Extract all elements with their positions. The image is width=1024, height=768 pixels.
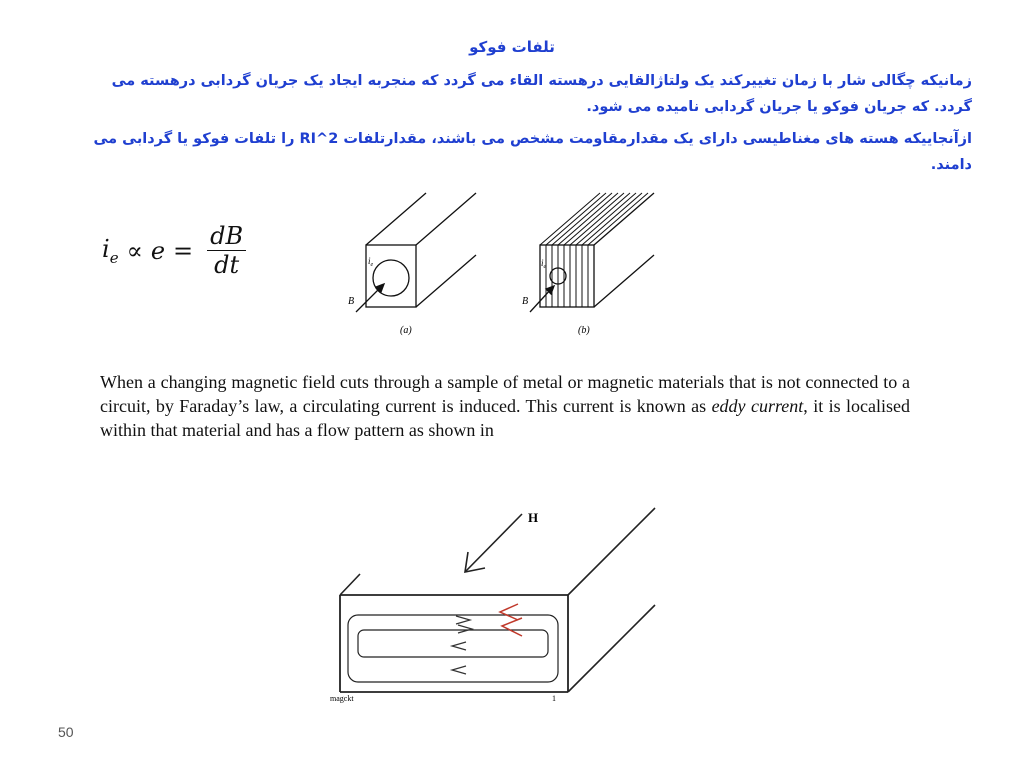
eddy-outer-loop xyxy=(348,615,558,682)
caption-right: 1 xyxy=(552,694,556,703)
label-H: H xyxy=(528,510,539,525)
formula-fraction xyxy=(207,222,246,279)
label-b: (b) xyxy=(578,325,590,336)
label-ie-b: $i_e$ xyxy=(541,258,547,270)
slide-title: تلفات فوکو xyxy=(469,38,555,56)
eddy-current-flow-figure xyxy=(300,480,680,705)
formula-prop-symbol: ∝ xyxy=(126,236,143,265)
label-B-a: B xyxy=(348,296,355,307)
eddy-current-term: eddy current xyxy=(711,396,804,416)
field-H-arrow xyxy=(465,514,522,572)
core-b-front-face xyxy=(540,245,594,307)
caption-left: magckt xyxy=(330,694,354,703)
eddy-current-formula xyxy=(102,222,246,279)
formula-lhs: $i_e$ xyxy=(102,234,119,267)
formula-equals: = xyxy=(173,236,194,265)
core-lamination-figure xyxy=(330,190,660,350)
english-paragraph: When a changing magnetic field cuts through a sample of metal or magnetic materials that is not connected to a circuit, by Faraday’s law, a circulating current is induced. This current is known as eddy current, it is localised within that material and has a flow pattern as shown in xyxy=(100,372,910,440)
formula-denominator: dt xyxy=(214,251,240,279)
label-ie-a: $i_e$ xyxy=(368,256,374,268)
red-arrow-lower xyxy=(502,618,522,636)
formula-e: e xyxy=(150,236,166,265)
red-arrow-upper xyxy=(500,604,518,620)
page-number: 50 xyxy=(58,724,74,740)
label-a: (a) xyxy=(400,325,412,336)
persian-paragraph-1: زمانیکه چگالی شار با زمان تغییرکند یک ولتاژالقایی درهسته القاء می گردد که منجربه ایجاد یک جریان گردابی درهسته می گردد. که جریان فوکو یا جریان گردابی نامیده می شود. xyxy=(111,73,972,115)
label-B-b: B xyxy=(522,296,529,307)
persian-paragraph-2: ازآنجاییکه هسته های مغناطیسی دارای یک مقدارمقاومت مشخص می باشند، مقدارتلفات RI^2 را تلفات فوکو یا گردابی می دامند. xyxy=(93,131,972,173)
formula-numerator: dB xyxy=(207,222,246,251)
eddy-loop-a xyxy=(373,260,409,296)
